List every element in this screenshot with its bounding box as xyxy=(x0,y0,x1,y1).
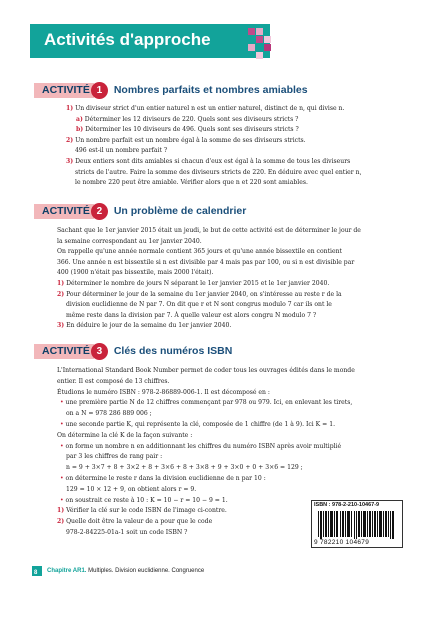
item-marker: 1) xyxy=(57,280,65,287)
text-line xyxy=(76,115,298,125)
item-text: même reste dans la division par 7. À quelle valeur est alors congru N modulo 7 ? xyxy=(66,311,317,319)
text-line xyxy=(57,377,170,387)
item-marker: b) xyxy=(76,126,84,134)
text-line xyxy=(66,485,196,495)
text-line xyxy=(57,247,342,257)
activity-label: ACTIVITÉ xyxy=(34,204,94,219)
text-line xyxy=(66,157,350,167)
text-line xyxy=(75,146,167,156)
barcode-isbn-label: ISBN : 978-2-210-10467-9 xyxy=(314,502,380,508)
item-text: On détermine la clé K de la façon suivante : xyxy=(57,431,193,439)
text-line xyxy=(57,517,212,527)
item-text: Un nombre parfait est un nombre égal à la somme de ses diviseurs stricts. xyxy=(75,136,306,144)
item-text: Étudions le numéro ISBN : 978-2-86889-006-1. Il est décomposé en : xyxy=(57,388,270,396)
text-line xyxy=(60,474,266,484)
text-line xyxy=(66,136,306,146)
text-line xyxy=(66,311,316,321)
text-line xyxy=(57,258,354,268)
item-marker: • xyxy=(60,442,64,450)
text-line xyxy=(66,463,303,473)
activity-number: 2 xyxy=(91,203,108,220)
footer-chapter xyxy=(47,568,204,574)
item-text: entier. Il est composé de 13 chiffres. xyxy=(57,377,170,385)
item-marker: • xyxy=(60,496,64,504)
text-line xyxy=(66,300,332,310)
item-text: Un diviseur strict d'un entier naturel n est un entier naturel, distinct de n, qui divise n. xyxy=(75,105,345,112)
item-marker: • xyxy=(60,475,64,482)
item-text: division euclidienne de N par 7. On dit que r et N sont congrus modulo 7 car ils ont le xyxy=(66,301,332,309)
item-text: On rappelle qu'une année normale contient 365 jours et qu'une année bissextile en contient xyxy=(57,248,342,256)
item-text: 366. Une année n est bissextile si n est divisible par 4 mais pas par 100, ou si n est divisible par xyxy=(57,258,355,266)
item-text: Vérifier la clé sur le code ISBN de l'image ci-contre. xyxy=(66,507,227,515)
text-line xyxy=(60,398,352,408)
item-text: Déterminer les 10 diviseurs de 496. Quels sont ses diviseurs stricts ? xyxy=(85,126,299,134)
item-text: Sachant que le 1er janvier 2015 était un jeudi, le but de cette activité est de déterminer le jour de xyxy=(57,227,361,234)
text-line xyxy=(66,528,187,538)
item-text: le nombre 220 peut être amiable. Vérifier alors que n et 220 sont amiables. xyxy=(75,179,308,187)
item-marker: 1) xyxy=(66,105,74,112)
item-text: n = 9 + 3×7 + 8 + 3×2 + 8 + 3×6 + 8 + 3×8 + 9 + 3×0 + 0 + 3×6 = 129 ; xyxy=(66,464,303,472)
text-line xyxy=(75,178,308,188)
text-line xyxy=(57,506,227,516)
item-text: Quelle doit être la valeur de a pour que le code xyxy=(66,518,213,526)
activity-3-header xyxy=(34,343,232,359)
item-text: la semaine correspondant au 1er janvier 2040. xyxy=(57,237,202,245)
text-line xyxy=(57,321,231,331)
activity-title: Nombres parfaits et nombres amiables xyxy=(113,84,308,96)
item-text: stricts de l'autre. Faire la somme des diviseurs stricts de 220. En déduire avec quel entier n, xyxy=(75,168,362,176)
text-line xyxy=(66,452,162,462)
item-text: Déterminer le nombre de jours N séparant le 1er janvier 2015 et le 1er janvier 2040. xyxy=(66,280,330,287)
item-text: une seconde partie K, qui représente la clé, composée de 1 chiffre (de 1 à 9). Ici K = 1. xyxy=(65,421,336,428)
item-text: 978-2-84225-01a-1 soit un code ISBN ? xyxy=(66,529,188,536)
item-text: En déduire le jour de la semaine du 1er janvier 2040. xyxy=(66,322,232,330)
item-text: Deux entiers sont dits amiables si chacun d'eux est égal à la somme de tous les diviseurs xyxy=(75,158,351,165)
text-line xyxy=(57,268,213,278)
item-text: une première partie N de 12 chiffres commençant par 978 ou 979. Ici, en enlevant les tirets, xyxy=(65,399,353,407)
item-text: 496 est-il un nombre parfait ? xyxy=(75,147,168,155)
item-text: Déterminer les 12 diviseurs de 220. Quels sont ses diviseurs stricts ? xyxy=(84,115,299,123)
text-line xyxy=(60,496,228,506)
activity-number: 3 xyxy=(91,343,108,360)
activity-label: ACTIVITÉ xyxy=(34,83,94,98)
text-line xyxy=(57,388,270,398)
text-line xyxy=(57,431,192,441)
item-text: par 3 les chiffres de rang pair : xyxy=(66,453,163,461)
chapter-subtitle: Multiples. Division euclidienne. Congruence xyxy=(88,568,205,574)
item-text: on forme un nombre n en additionnant les chiffres du numéro ISBN après avoir multiplié xyxy=(65,442,342,450)
item-text: 400 (1900 n'était pas bissextile, mais 2000 l'était). xyxy=(57,269,214,277)
item-marker: a) xyxy=(76,115,83,123)
item-marker: • xyxy=(60,399,64,407)
chapter-label: Chapitre AR1. xyxy=(47,568,87,574)
item-text: Pour déterminer le jour de la semaine du 1er janvier 2040, on s'intéresse au reste r de la xyxy=(66,290,342,298)
text-line xyxy=(60,442,341,452)
item-text: 129 = 10 × 12 + 9, on obtient alors r = 9. xyxy=(66,485,197,493)
activity-title: Clés des numéros ISBN xyxy=(113,345,233,357)
text-line xyxy=(66,409,152,419)
page-title: Activités d'approche xyxy=(44,30,211,49)
item-text: on détermine le reste r dans la division euclidienne de n par 10 : xyxy=(65,475,266,482)
item-marker: • xyxy=(60,421,64,428)
text-line xyxy=(66,104,344,114)
activity-1-header xyxy=(34,82,308,98)
text-line xyxy=(57,279,329,289)
text-line xyxy=(57,290,342,300)
item-marker: 3) xyxy=(57,322,65,330)
item-text: L'International Standard Book Number permet de coder tous les ouvrages édités dans le monde xyxy=(57,367,355,374)
item-marker: 3) xyxy=(66,158,74,165)
item-text: on a N = 978 286 889 006 ; xyxy=(66,410,152,418)
text-line xyxy=(57,366,355,376)
activity-2-header xyxy=(34,203,246,219)
activity-label: ACTIVITÉ xyxy=(34,344,94,359)
text-line xyxy=(75,168,362,178)
page-number: 8 xyxy=(34,570,38,576)
item-marker: 2) xyxy=(66,136,74,144)
item-text: on soustrait ce reste à 10 : K = 10 − r = 10 − 9 = 1. xyxy=(65,496,228,504)
barcode-digits: 9 782210 104679 xyxy=(314,539,370,546)
item-marker: 2) xyxy=(57,290,65,298)
text-line xyxy=(60,420,335,430)
activity-number: 1 xyxy=(91,82,108,99)
text-line xyxy=(76,125,299,135)
item-marker: 2) xyxy=(57,518,65,526)
item-marker: 1) xyxy=(57,507,65,515)
text-line xyxy=(57,237,202,247)
activity-title: Un problème de calendrier xyxy=(113,205,247,217)
text-line xyxy=(57,226,361,236)
